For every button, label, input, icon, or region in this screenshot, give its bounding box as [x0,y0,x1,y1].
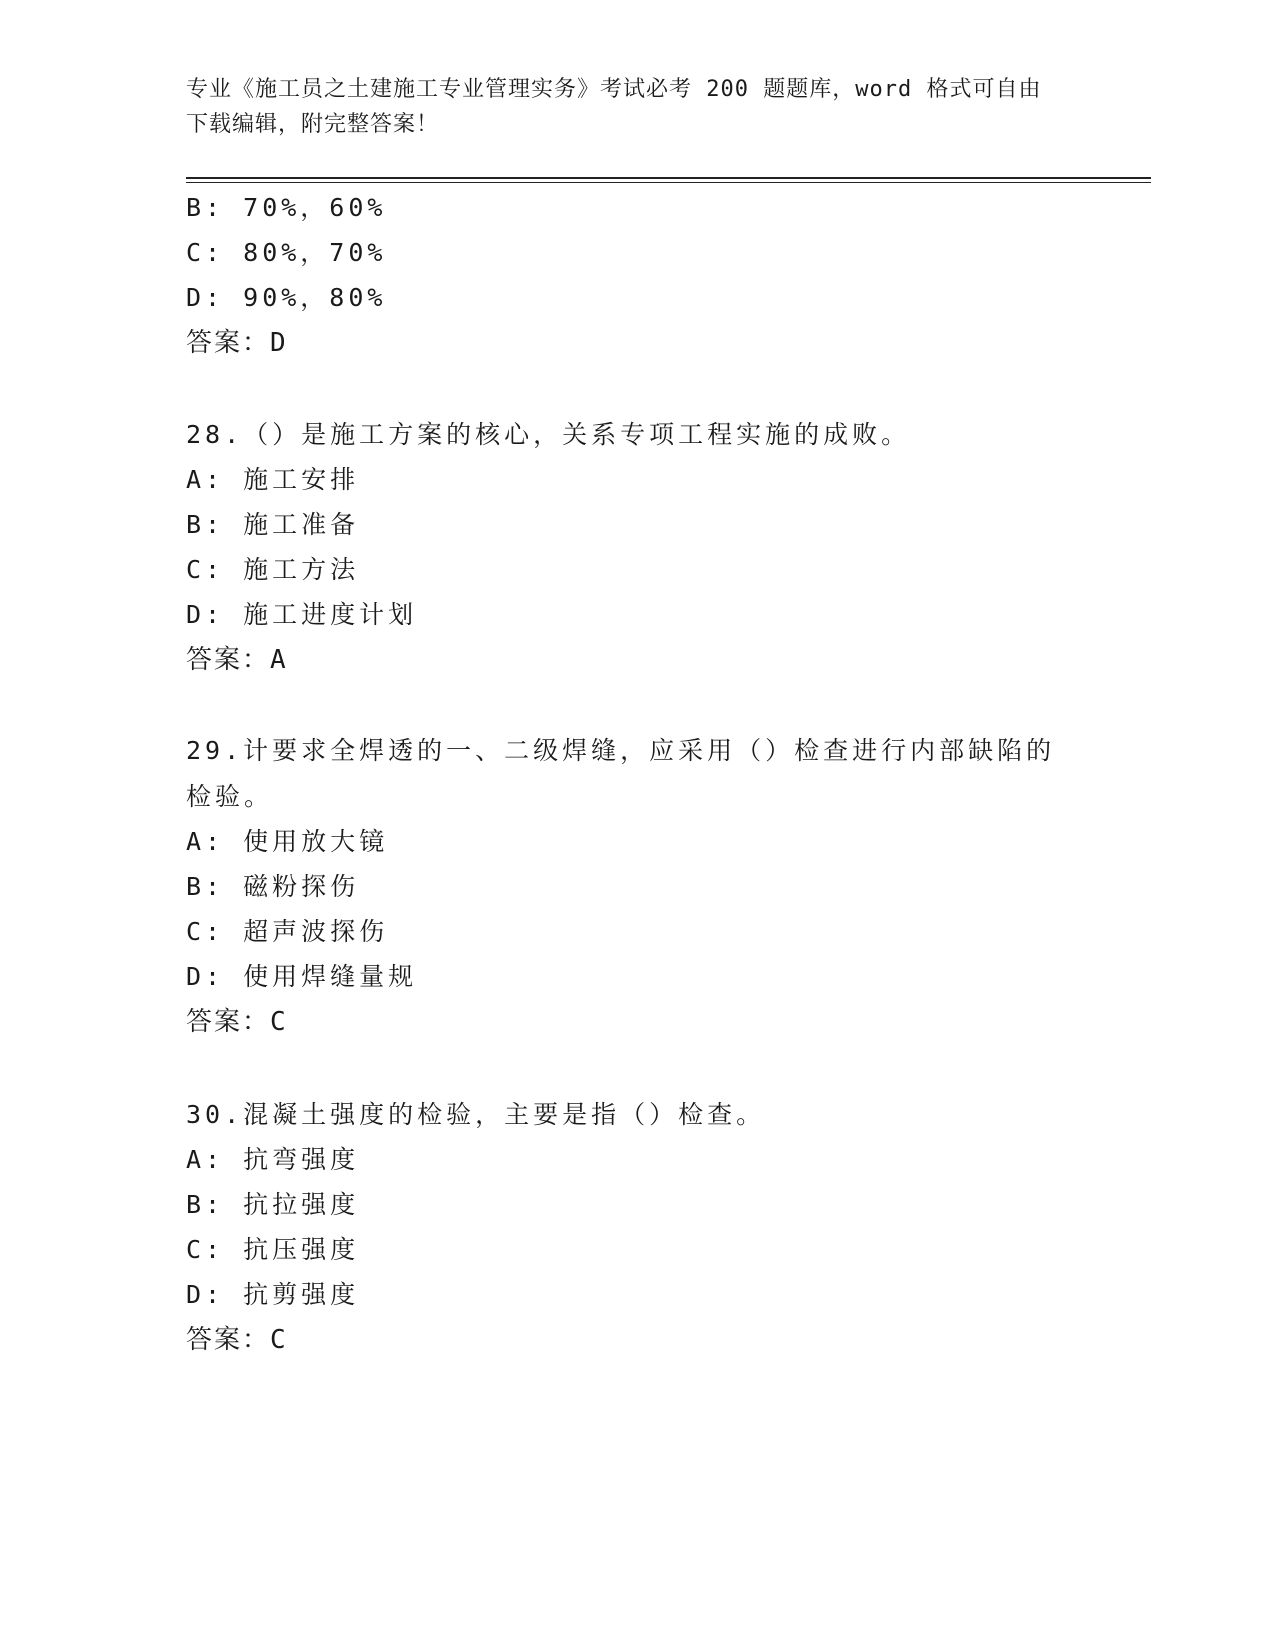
q27-option-b: B: 70%，60% [186,193,387,222]
document-header [186,72,1086,142]
header-line-1: 专业《施工员之土建施工专业管理实务》考试必考 200 题题库，word 格式可自由 [186,77,1042,102]
q29-answer: 答案：C [186,1007,288,1037]
q29-option-b: B: 磁粉探伤 [186,872,360,901]
q30-option-a: A: 抗弯强度 [186,1145,360,1174]
header-rule-top [186,177,1151,179]
q28-option-a: A: 施工安排 [186,465,360,494]
q29-option-a: A: 使用放大镜 [186,827,389,856]
q27-option-d: D: 90%，80% [186,283,387,312]
q29-stem: 29.计要求全焊透的一、二级焊缝，应采用（）检查进行内部缺陷的检验。 [186,736,1056,811]
q30-answer: 答案：C [186,1325,288,1355]
q30-option-d: D: 抗剪强度 [186,1280,360,1309]
q28-option-b: B: 施工准备 [186,510,360,539]
q27-answer: 答案：D [186,328,288,358]
q28-option-d: D: 施工进度计划 [186,600,418,629]
q30-option-b: B: 抗拉强度 [186,1190,360,1219]
q30-option-c: C: 抗压强度 [186,1235,360,1264]
q28-option-c: C: 施工方法 [186,555,360,584]
q28-answer: 答案：A [186,645,288,675]
q27-option-c: C: 80%，70% [186,238,387,267]
q28-stem: 28.（）是施工方案的核心，关系专项工程实施的成败。 [186,420,911,449]
header-rule-bottom [186,182,1151,183]
q29-option-d: D: 使用焊缝量规 [186,962,418,991]
q30-stem: 30.混凝土强度的检验，主要是指（）检查。 [186,1100,766,1129]
q29-option-c: C: 超声波探伤 [186,917,389,946]
header-line-2: 下载编辑，附完整答案！ [186,112,440,137]
